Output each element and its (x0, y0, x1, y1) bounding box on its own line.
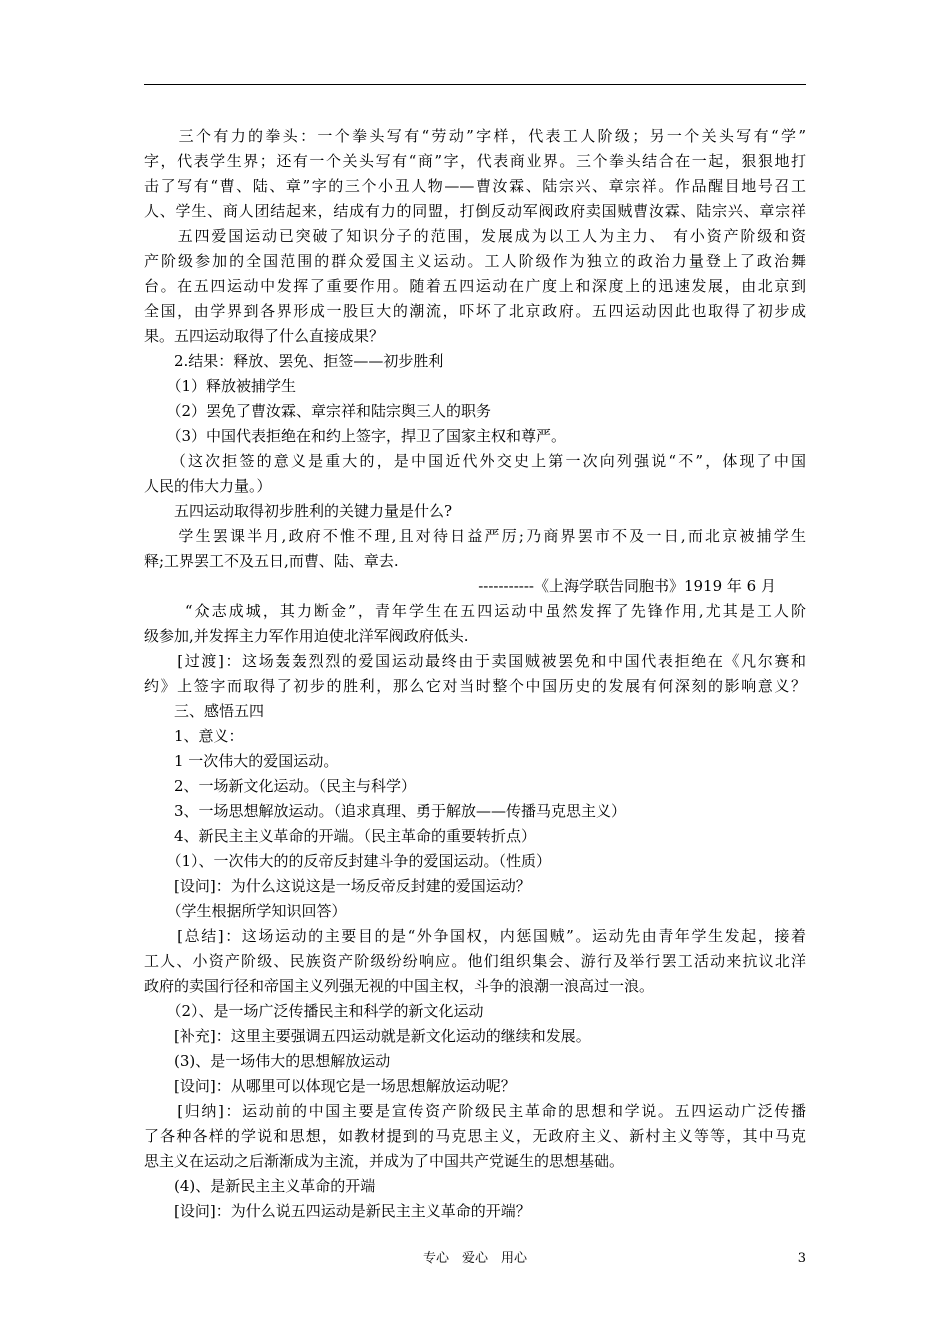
text-line: [补充]：这里主要强调五四运动就是新文化运动的继续和发展。 (144, 1027, 591, 1045)
page-number: 3 (797, 1251, 806, 1266)
text-line: 五四爱国运动已突破了知识分子的范围，发展成为以工人为主力、 有小资产阶级和资 (144, 227, 806, 245)
text-line: 三、感悟五四 (144, 702, 265, 720)
text-line: 3、一场思想解放运动。（追求真理、勇于解放——传播马克思主义） (144, 802, 627, 820)
document-body (144, 124, 806, 1224)
text-line: 工人、小资产阶级、民族资产阶级纷纷响应。他们组织集会、游行及举行罢工活动来抗议北洋 (144, 952, 806, 970)
text-line: 1、意义： (144, 727, 244, 745)
header-rule (144, 84, 806, 85)
text-line: 政府的卖国行径和帝国主义列强无视的中国主权，斗争的浪潮一浪高过一浪。 (144, 977, 655, 995)
text-line: 2、一场新文化运动。（民主与科学） (144, 777, 417, 795)
text-line: （1）、一次伟大的的反帝反封建斗争的爱国运动。（性质） (144, 852, 552, 870)
text-line: （2）、是一场广泛传播民主和科学的新文化运动 (144, 1002, 484, 1020)
text-line: (3)、是一场伟大的思想解放运动 (144, 1052, 391, 1070)
source-citation: -----------《上海学联告同胞书》1919 年 6 月 (478, 577, 776, 595)
text-line: 级参加,并发挥主力军作用迫使北洋军阀政府低头. (144, 627, 469, 645)
text-line: 4、新民主主义革命的开端。（民主革命的重要转折点） (144, 827, 537, 845)
text-line: 学生罢课半月,政府不惟不理,且对待日益严厉;乃商界罢市不及一日,而北京被捕学生 (144, 527, 806, 545)
text-line: 台。在五四运动中发挥了重要作用。随着五四运动在广度上和深度上的迅速发展，由北京到 (144, 277, 806, 295)
text-line: 人民的伟大力量。） (144, 477, 272, 495)
text-line: 产阶级参加的全国范围的群众爱国主义运动。工人阶级作为独立的政治力量登上了政治舞 (144, 252, 806, 270)
text-line: 人、学生、商人团结起来，结成有力的同盟，打倒反动军阀政府卖国贼曹汝霖、陆宗兴、章宗祥 (144, 202, 806, 220)
text-line: (4)、是新民主主义革命的开端 (144, 1177, 376, 1195)
text-line: [设问]：从哪里可以体现它是一场思想解放运动呢？ (144, 1077, 516, 1095)
text-line: （学生根据所学知识回答） (144, 902, 347, 920)
footer-motto: 专心 爱心 用心 (422, 1251, 527, 1266)
text-line: 1 一次伟大的爱国运动。 (144, 752, 339, 770)
text-line: （1）释放被捕学生 (144, 377, 297, 395)
text-line: [设问]：为什么说五四运动是新民主主义革命的开端？ (144, 1202, 531, 1220)
text-line: 三个有力的拳头：一个拳头写有“劳动”字样，代表工人阶级；另一个关头写有“学” (144, 127, 806, 145)
text-line: 字，代表学生界；还有一个关头写有“商”字，代表商业界。三个拳头结合在一起，狠狠地打 (144, 152, 806, 170)
text-line: （这次拒签的意义是重大的，是中国近代外交史上第一次向列强说“不”，体现了中国 (144, 452, 806, 470)
text-line: [过渡]：这场轰轰烈烈的爱国运动最终由于卖国贼被罢免和中国代表拒绝在《凡尔赛和 (144, 652, 806, 670)
text-line: “众志成城，其力断金”，青年学生在五四运动中虽然发挥了先锋作用,尤其是工人阶 (144, 602, 806, 620)
text-line: 击了写有“曹、陆、章”字的三个小丑人物——曹汝霖、陆宗兴、章宗祥。作品醒目地号召工 (144, 177, 806, 195)
text-line: [归纳]：运动前的中国主要是宣传资产阶级民主革命的思想和学说。五四运动广泛传播 (144, 1102, 806, 1120)
text-line: [设问]：为什么这说这是一场反帝反封建的爱国运动？ (144, 877, 531, 895)
text-line: 释;工界罢工不及五日,而曹、陆、章去. (144, 552, 399, 570)
text-line: 果。五四运动取得了什么直接成果？ (144, 327, 385, 345)
text-line: 约》上签字而取得了初步的胜利，那么它对当时整个中国历史的发展有何深刻的影响意义？ (144, 677, 806, 695)
text-line: 五四运动取得初步胜利的关键力量是什么? (144, 502, 453, 520)
text-line: （3）中国代表拒绝在和约上签字，捍卫了国家主权和尊严。 (144, 427, 567, 445)
text-line: 了各种各样的学说和思想，如教材提到的马克思主义，无政府主义、新村主义等等，其中马克 (144, 1127, 806, 1145)
text-line: [总结]：这场运动的主要目的是“外争国权，内惩国贼”。运动先由青年学生发起，接着 (144, 927, 806, 945)
text-line: 思主义在运动之后渐渐成为主流，并成为了中国共产党诞生的思想基础。 (144, 1152, 625, 1170)
text-line: （2）罢免了曹汝霖、章宗祥和陆宗舆三人的职务 (144, 402, 492, 420)
text-line: 全国，由学界到各界形成一股巨大的潮流，吓坏了北京政府。五四运动因此也取得了初步成 (144, 302, 806, 320)
text-line: 2.结果：释放、罢免、拒签——初步胜利 (144, 352, 444, 370)
